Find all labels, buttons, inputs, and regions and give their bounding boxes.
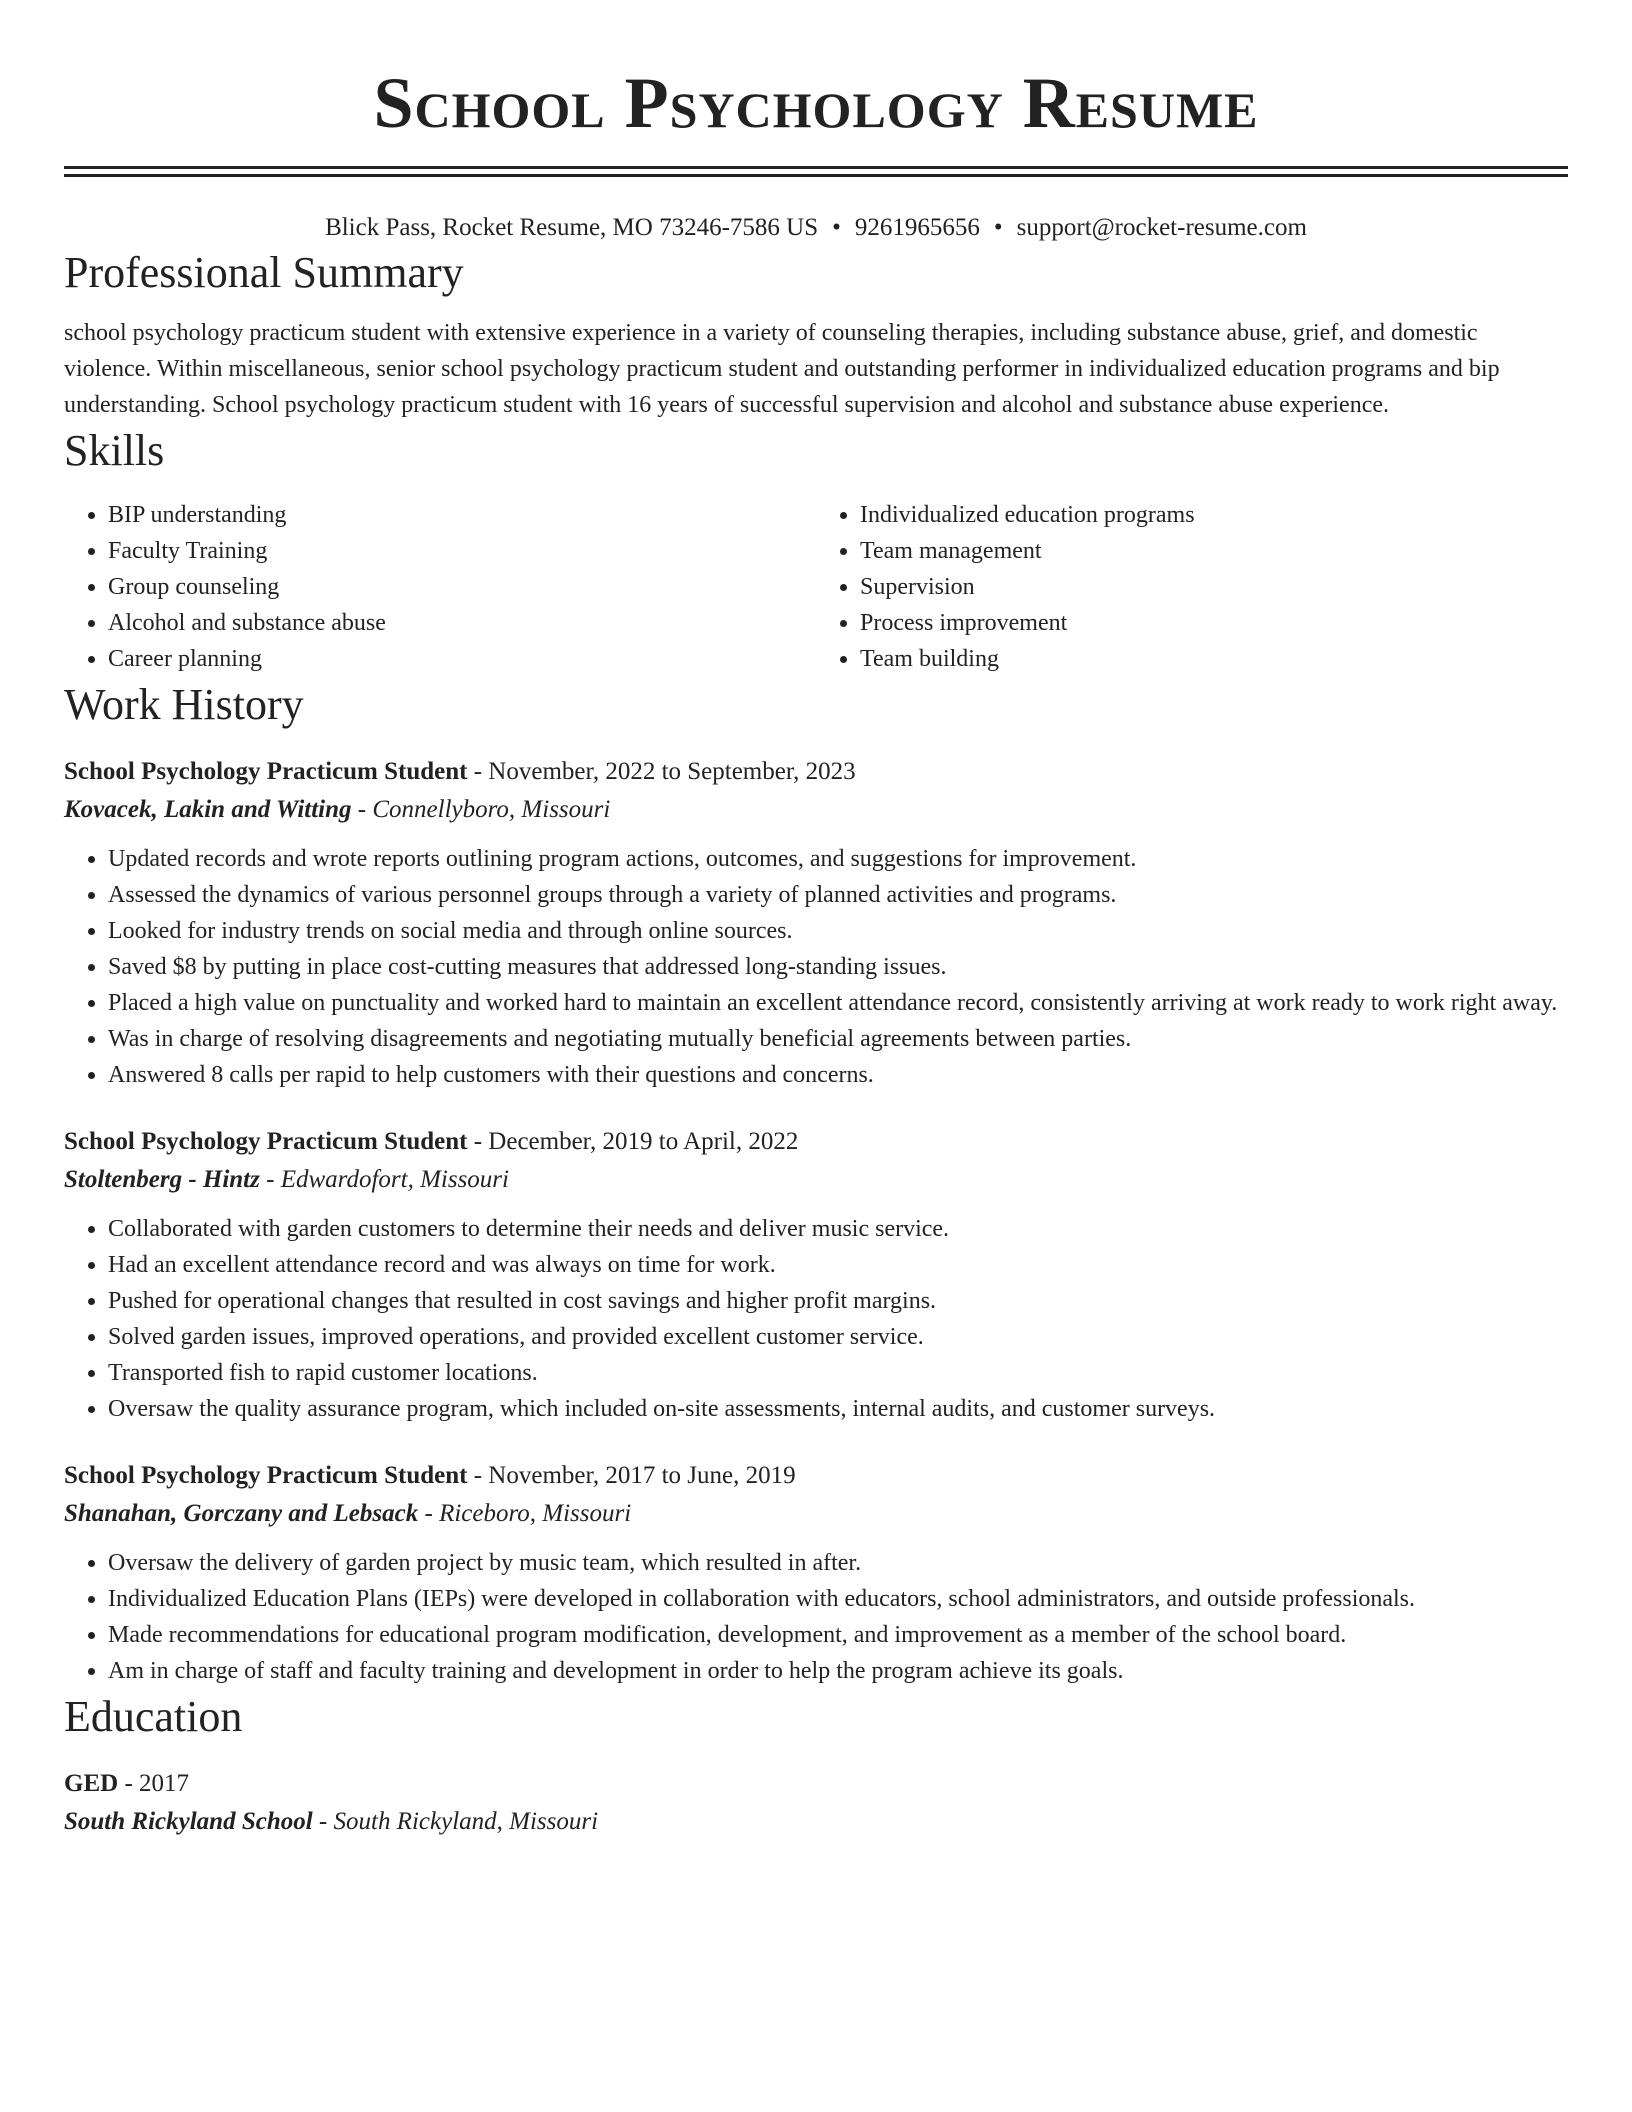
job-location: Edwardofort, Missouri: [280, 1166, 509, 1193]
job-duty: • Looked for industry trends on social media and through online sources.: [108, 913, 1568, 949]
job-dash: -: [467, 758, 489, 785]
summary-text: school psychology practicum student with extensive experience in a variety of counseling therapies, including substance abuse, grief, and domestic violence. Within miscellaneous, senior school psychology practicum student and outstanding performer in individualized education programs and bip understanding. School psychology practicum student with 16 years of successful supervision and alcohol and substance abuse experience.: [64, 320, 1500, 418]
job-dates: November, 2022 to September, 2023: [488, 758, 856, 785]
job-organization: [64, 791, 1568, 829]
job-role: School Psychology Practicum Student: [64, 758, 468, 785]
job-duty: • Saved $8 by putting in place cost-cutting measures that addressed long-standing issues.: [108, 949, 1568, 985]
job-duty: • Am in charge of staff and faculty training and development in order to help the program achieve its goals.: [108, 1653, 1568, 1689]
job-duty: • Solved garden issues, improved operations, and provided excellent customer service.: [108, 1319, 1568, 1355]
job-organization: [64, 1161, 1568, 1199]
job-company: Kovacek, Lakin and Witting: [64, 796, 352, 823]
job-duty: • Was in charge of resolving disagreements and negotiating mutually beneficial agreements between parties.: [108, 1021, 1568, 1057]
job-header: [64, 753, 1568, 791]
job-duty: • Made recommendations for educational program modification, development, and improvement as a member of the school board.: [108, 1617, 1568, 1653]
job-dash: -: [467, 1128, 489, 1155]
job-duties: [64, 1545, 1568, 1689]
job-duty: • Oversaw the quality assurance program, which included on-site assessments, internal audits, and customer surveys.: [108, 1391, 1568, 1427]
skills-list: [64, 497, 1568, 677]
job-duty: • Assessed the dynamics of various personnel groups through a variety of planned activities and programs.: [108, 877, 1568, 913]
skill-item: • Team management: [860, 533, 1568, 569]
education-heading: Education: [64, 1692, 243, 1741]
job-duties: [64, 841, 1568, 1093]
contact-email: support@rocket-resume.com: [1016, 214, 1307, 241]
job-header: [64, 1123, 1568, 1161]
education-organization: [64, 1803, 1568, 1841]
job-header: [64, 1457, 1568, 1495]
title-divider: [64, 166, 1568, 177]
education-dash: -: [118, 1770, 140, 1797]
job-duty: • Collaborated with garden customers to determine their needs and deliver music service.: [108, 1211, 1568, 1247]
job-dash: -: [467, 1462, 489, 1489]
job-duty: • Pushed for operational changes that resulted in cost savings and higher profit margins.: [108, 1283, 1568, 1319]
education-school: South Rickyland School: [64, 1808, 313, 1835]
job-dash: -: [259, 1166, 281, 1193]
job-duties: [64, 1211, 1568, 1427]
skill-item: • Alcohol and substance abuse: [108, 605, 816, 641]
education-header: [64, 1765, 1568, 1803]
job-entry: [64, 1457, 1568, 1689]
skill-item: • Supervision: [860, 569, 1568, 605]
skill-item: • BIP understanding: [108, 497, 816, 533]
job-company: Stoltenberg - Hintz: [64, 1166, 260, 1193]
skill-item: • Team building: [860, 641, 1568, 677]
summary-heading: Professional Summary: [64, 248, 464, 297]
job-duty: • Oversaw the delivery of garden project by music team, which resulted in after.: [108, 1545, 1568, 1581]
job-company: Shanahan, Gorczany and Lebsack: [64, 1500, 419, 1527]
contact-info: [64, 211, 1568, 245]
job-dash: -: [418, 1500, 440, 1527]
skill-item: • Group counseling: [108, 569, 816, 605]
education-year: 2017: [139, 1770, 190, 1797]
contact-separator: •: [832, 214, 841, 241]
job-duty: • Updated records and wrote reports outlining program actions, outcomes, and suggestions for improvement.: [108, 841, 1568, 877]
job-duty: • Transported fish to rapid customer locations.: [108, 1355, 1568, 1391]
job-location: Connellyboro, Missouri: [372, 796, 611, 823]
work-history-heading: Work History: [64, 680, 304, 729]
education-entry: [64, 1765, 1568, 1841]
education-degree: GED: [64, 1770, 119, 1797]
job-location: Riceboro, Missouri: [439, 1500, 632, 1527]
education-dash: -: [312, 1808, 334, 1835]
skills-column-right: [816, 497, 1568, 677]
skills-column-left: [64, 497, 816, 677]
job-dates: November, 2017 to June, 2019: [488, 1462, 796, 1489]
skill-item: • Individualized education programs: [860, 497, 1568, 533]
contact-phone: 9261965656: [854, 214, 980, 241]
education-location: South Rickyland, Missouri: [333, 1808, 599, 1835]
skill-item: • Process improvement: [860, 605, 1568, 641]
job-duty: • Had an excellent attendance record and was always on time for work.: [108, 1247, 1568, 1283]
job-entry: [64, 1123, 1568, 1427]
skill-item: • Career planning: [108, 641, 816, 677]
job-role: School Psychology Practicum Student: [64, 1128, 468, 1155]
skills-heading: Skills: [64, 426, 165, 475]
resume-title: School Psychology Resume: [373, 63, 1259, 143]
job-dates: December, 2019 to April, 2022: [488, 1128, 799, 1155]
job-duty: • Placed a high value on punctuality and worked hard to maintain an excellent attendance record, consistently arriving at work ready to work right away.: [108, 985, 1568, 1021]
contact-separator: •: [993, 214, 1003, 241]
job-organization: [64, 1495, 1568, 1533]
job-duty: • Answered 8 calls per rapid to help customers with their questions and concerns.: [108, 1057, 1568, 1093]
job-entry: [64, 753, 1568, 1093]
contact-address: Blick Pass, Rocket Resume, MO 73246-7586 US: [325, 214, 819, 241]
job-role: School Psychology Practicum Student: [64, 1462, 468, 1489]
skill-item: • Faculty Training: [108, 533, 816, 569]
job-dash: -: [351, 796, 373, 823]
job-duty: • Individualized Education Plans (IEPs) were developed in collaboration with educators, school administrators, and outside professionals.: [108, 1581, 1568, 1617]
